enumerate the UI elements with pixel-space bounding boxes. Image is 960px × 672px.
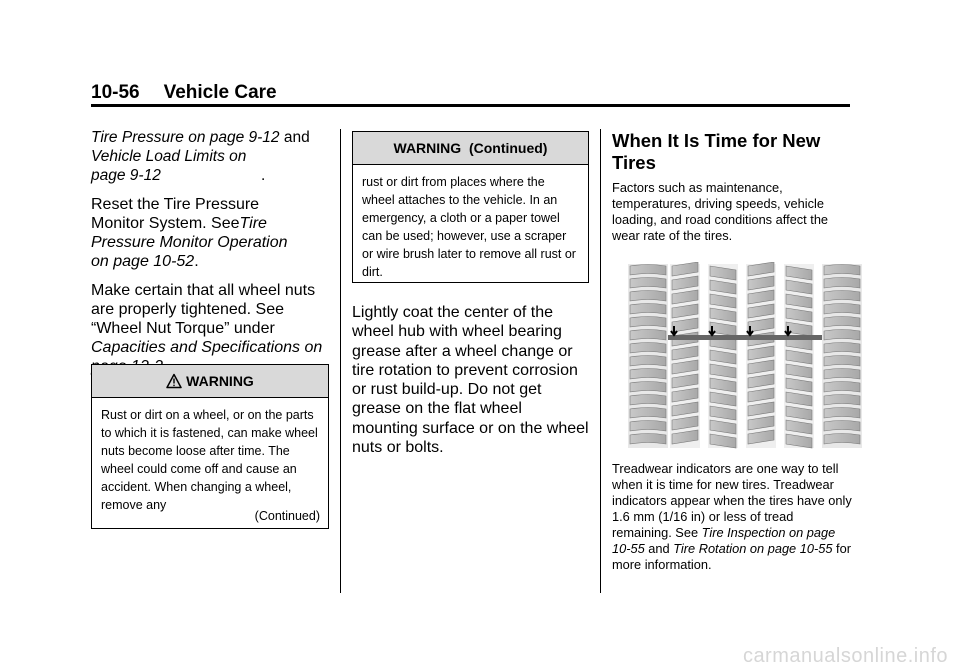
link-tpms-operation[interactable]: Tire Pressure Monitor Operation on page 10-52	[91, 215, 288, 270]
section-heading: When It Is Time for New Tires	[612, 130, 821, 173]
warning-continued-box	[352, 131, 589, 283]
tread-block	[824, 395, 860, 406]
warning-body: Rust or dirt on a wheel, or on the parts to which it is fastened, can make wheel nuts become loose after time. The wheel could come off and cause an accident. When changing a wheel, remove any	[101, 408, 318, 512]
column-divider-2	[600, 129, 601, 593]
tread-block	[824, 265, 860, 276]
tread-block	[824, 304, 860, 315]
tread-block	[824, 343, 860, 354]
tread-block	[630, 304, 666, 315]
tire-tread-left	[628, 264, 668, 448]
tread-block	[824, 330, 860, 341]
tread-block	[630, 356, 666, 367]
warning-continued-header: WARNING (Continued)	[353, 132, 588, 165]
tread-block	[630, 408, 666, 419]
col3-intro: Factors such as maintenance, temperatures, driving speeds, vehicle loading, and road conditions affect the wear rate of the tires.	[612, 180, 829, 243]
treadwear-indicator-bar	[668, 335, 822, 340]
col2-paragraph-1: Lightly coat the center of the wheel hub with wheel bearing grease after a wheel change or tire rotation to prevent corrosion or rust build-up. Do not get grease on the flat wheel mounting surface or on the wheel nuts or bolts.	[352, 304, 589, 457]
tread-block	[824, 408, 860, 419]
tread-block	[824, 369, 860, 380]
tread-block	[824, 434, 860, 445]
tread-block	[630, 395, 666, 406]
link-vehicle-load-limits[interactable]: Vehicle Load Limits on page 9-12	[91, 148, 247, 184]
tread-block	[630, 382, 666, 393]
tread-block	[630, 434, 666, 445]
tread-block	[630, 265, 666, 276]
col1-paragraph-3: Make certain that all wheel nuts are properly tightened. See “Wheel Nut Torque” under Capacities and Specifications on	[91, 281, 331, 376]
warning-continued-label: (Continued)	[254, 509, 320, 523]
warning-title: WARNING	[186, 373, 254, 389]
page-number: 10-56	[91, 82, 140, 103]
warning-box	[91, 364, 329, 529]
tread-block	[824, 278, 860, 289]
tread-block	[630, 421, 666, 432]
watermark: carmanualsonline.info	[742, 645, 948, 667]
warning-triangle-icon	[166, 373, 182, 389]
tread-block	[630, 343, 666, 354]
tread-block	[630, 317, 666, 328]
page-header	[91, 82, 277, 104]
link-tire-inspection[interactable]: Tire Inspection on page 10-55	[612, 525, 836, 556]
tread-block	[630, 291, 666, 302]
col1-paragraph-1: Tire Pressure on page 9-12 and Vehicle Load Limits on page 9-12 .	[91, 129, 310, 184]
column-1	[91, 128, 331, 376]
link-tire-pressure[interactable]: Tire Pressure on page 9-12	[91, 129, 280, 146]
treadwear-indicators-illustration	[626, 262, 864, 450]
col1-paragraph-2: Reset the Tire Pressure Monitor System. SeeTire Pressure Monitor Operation on page 10-52.	[91, 196, 288, 270]
tread-block	[824, 356, 860, 367]
warning-header	[92, 365, 328, 398]
col3-paragraph-2: Treadwear indicators are one way to tell when it is time for new tires. Treadwear indicators appear when the tires have only 1.6 mm (1/16 in) or less of tread remaining. See Tire Inspection on page 10-55 and Tire Rotation on page 10-55 for more information.	[612, 461, 852, 572]
link-tire-rotation[interactable]: Tire Rotation on page 10-55	[673, 541, 833, 556]
tread-block	[630, 278, 666, 289]
column-divider-1	[340, 129, 341, 593]
section-title: Vehicle Care	[163, 82, 277, 103]
header-rule	[91, 104, 850, 107]
tread-block	[824, 421, 860, 432]
tread-block	[630, 369, 666, 380]
warning-continued-body: rust or dirt from places where the wheel attaches to the vehicle. In an emergency, a cloth or a paper towel can be used; however, use a scraper or wire brush later to remove all rust or dirt.	[362, 175, 576, 279]
tread-block	[824, 317, 860, 328]
tread-block	[824, 291, 860, 302]
tire-tread-grooves	[670, 262, 814, 448]
tread-block	[824, 382, 860, 393]
tread-block	[630, 330, 666, 341]
link-capacities-specifications[interactable]: Capacities and Specifications on	[91, 339, 323, 356]
tire-tread-right	[822, 264, 862, 448]
